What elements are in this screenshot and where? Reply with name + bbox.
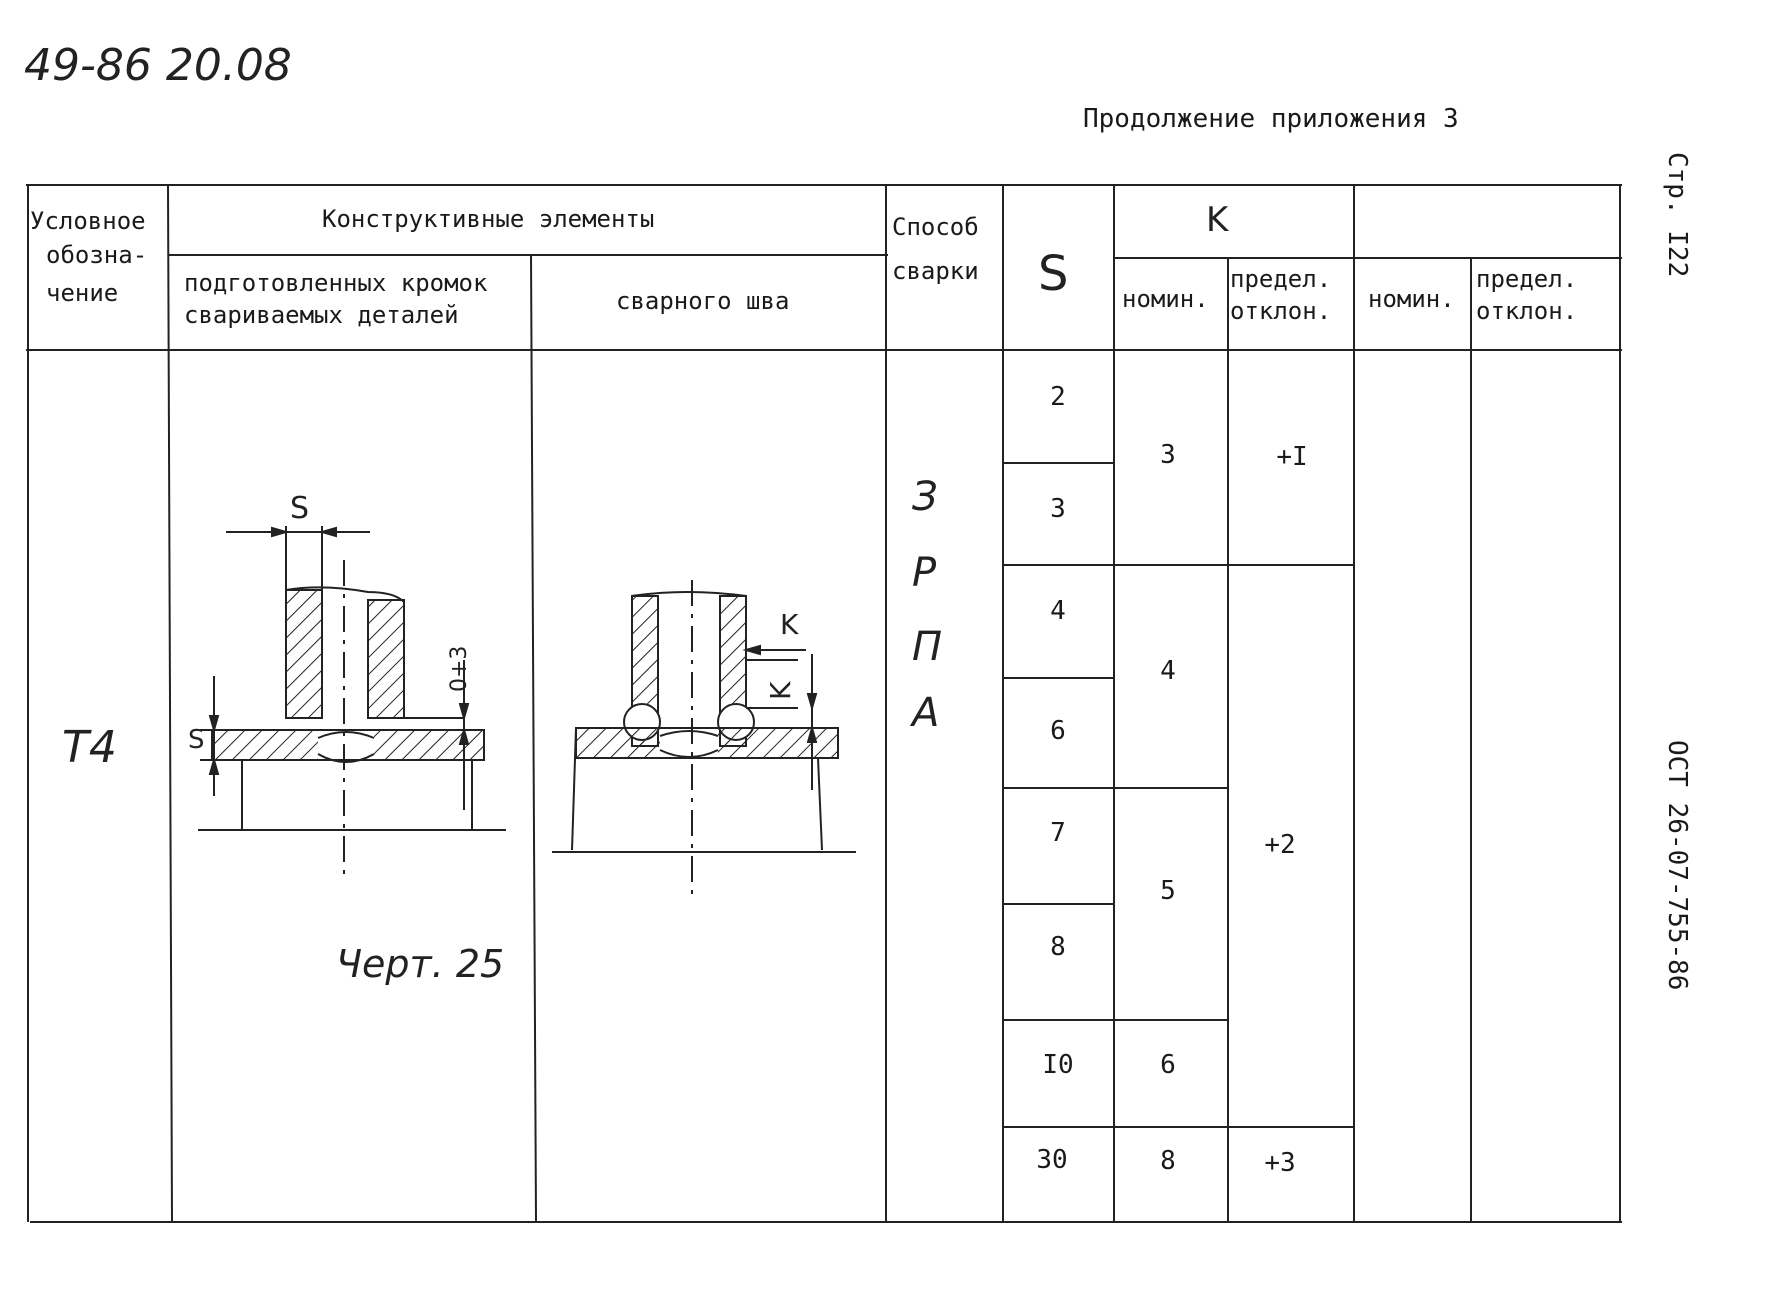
dim-k-top: K <box>780 608 799 641</box>
header-k-deviation-l1: предел. <box>1230 265 1332 293</box>
dim-s-top: S <box>290 491 310 526</box>
method-item: П <box>912 624 943 670</box>
standard-code-label: ОСТ 26-07-755-86 <box>1662 740 1692 991</box>
k-deviation-value: +I <box>1276 442 1308 472</box>
header-k-nominal: номин. <box>1122 285 1209 313</box>
s-value: 2 <box>1050 382 1066 412</box>
header-method-l1: Способ <box>892 213 979 241</box>
k-nominal-value: 3 <box>1160 440 1176 470</box>
k-nominal-value: 5 <box>1160 876 1176 906</box>
header-structural: Конструктивные элементы <box>322 205 655 233</box>
page-heading: Продолжение приложения 3 <box>1083 104 1459 134</box>
s-value: 7 <box>1050 818 1066 848</box>
edges-drawing <box>172 480 532 900</box>
method-item: З <box>912 474 938 520</box>
weld-drawing <box>536 560 886 920</box>
method-item: А <box>912 690 940 736</box>
method-item: Р <box>912 550 937 596</box>
header-weld: сварного шва <box>616 287 790 315</box>
k-nominal-value: 4 <box>1160 656 1176 686</box>
k-deviation-value: +2 <box>1264 830 1296 860</box>
header-method-l2: сварки <box>892 257 979 285</box>
s-value: 3 <box>1050 494 1066 524</box>
s-value: 8 <box>1050 932 1066 962</box>
header-k-deviation-l2: отклон. <box>1230 297 1332 325</box>
header-deviation-2-l1: предел. <box>1476 265 1578 293</box>
k-nominal-value: 6 <box>1160 1050 1176 1080</box>
header-designation-l1: Условное <box>30 207 146 235</box>
k-nominal-value: 8 <box>1160 1146 1176 1176</box>
header-nominal-2: номин. <box>1368 285 1455 313</box>
header-s: S <box>1038 246 1069 302</box>
header-edges-l1: подготовленных кромок <box>184 269 488 297</box>
header-designation-l3: чение <box>46 279 119 307</box>
s-value: 30 <box>1036 1145 1068 1175</box>
dim-gap: 0+3 <box>447 645 472 692</box>
page-number-label: Стр. I22 <box>1662 152 1692 278</box>
designation-value: Т4 <box>62 722 117 773</box>
header-designation-l2: обозна- <box>46 241 148 269</box>
s-value: 6 <box>1050 716 1066 746</box>
dim-k-side: K <box>764 681 797 700</box>
dim-s-side: S <box>188 725 205 755</box>
header-deviation-2-l2: отклон. <box>1476 297 1578 325</box>
drawing-caption: Черт. 25 <box>336 942 505 986</box>
s-value: 4 <box>1050 596 1066 626</box>
s-value: I0 <box>1042 1050 1074 1080</box>
header-k: K <box>1206 200 1229 240</box>
k-deviation-value: +3 <box>1264 1148 1296 1178</box>
handwritten-note: 49-86 20.08 <box>24 40 292 91</box>
header-edges-l2: свариваемых деталей <box>184 301 459 329</box>
